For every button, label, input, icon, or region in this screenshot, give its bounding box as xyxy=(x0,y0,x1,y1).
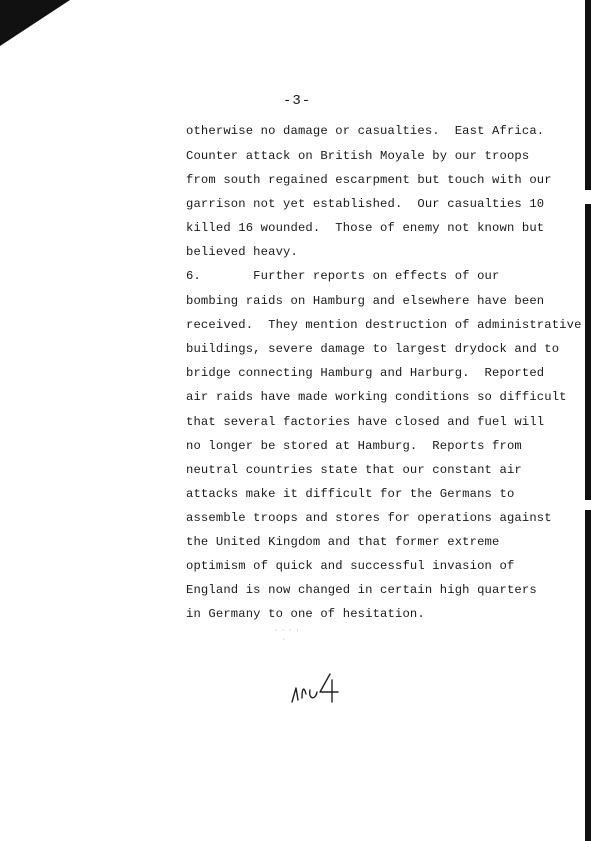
text-line: attacks make it difficult for the Germans to xyxy=(186,487,515,501)
text-line: England is now changed in certain high quarters xyxy=(186,583,537,597)
scan-edge-gap xyxy=(585,190,591,204)
text-line: air raids have made working conditions so difficult xyxy=(186,390,567,404)
handwritten-note-1104 xyxy=(290,668,350,708)
scan-speck: · · · · xyxy=(274,627,300,634)
scan-speck: · xyxy=(282,636,286,643)
text-line: no longer be stored at Hamburg. Reports from xyxy=(186,439,522,453)
text-line: Counter attack on British Moyale by our troops xyxy=(186,149,530,163)
page-number: -3- xyxy=(283,93,312,109)
scan-right-edge xyxy=(585,0,591,841)
text-line: otherwise no damage or casualties. East Africa. xyxy=(186,124,545,138)
text-line: in Germany to one of hesitation. xyxy=(186,607,425,621)
text-line: neutral countries state that our constant air xyxy=(186,463,522,477)
text-line: assemble troops and stores for operations against xyxy=(186,511,552,525)
text-line: the United Kingdom and that former extreme xyxy=(186,535,500,549)
text-line: that several factories have closed and fuel will xyxy=(186,415,545,429)
text-line: from south regained escarpment but touch with our xyxy=(186,173,552,187)
text-line: garrison not yet established. Our casualties 10 xyxy=(186,197,545,211)
text-line: believed heavy. xyxy=(186,245,298,259)
text-line: killed 16 wounded. Those of enemy not known but xyxy=(186,221,545,235)
text-line: buildings, severe damage to largest drydock and to xyxy=(186,342,560,356)
text-line: optimism of quick and successful invasion of xyxy=(186,559,515,573)
scan-edge-gap xyxy=(585,500,591,510)
scan-corner-mark xyxy=(0,0,70,46)
text-line: 6. Further reports on effects of our xyxy=(186,269,500,283)
text-line: bridge connecting Hamburg and Harburg. Reported xyxy=(186,366,545,380)
text-line: bombing raids on Hamburg and elsewhere have been xyxy=(186,294,545,308)
text-line: received. They mention destruction of administrative xyxy=(186,318,582,332)
